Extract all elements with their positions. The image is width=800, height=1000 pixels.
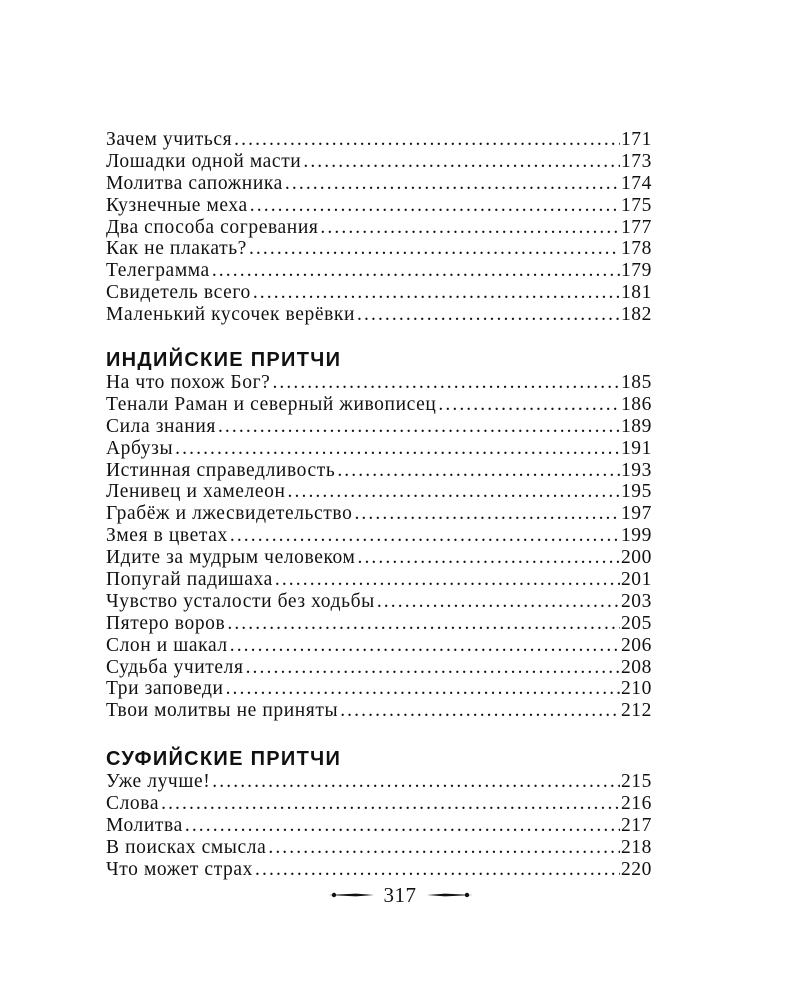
toc-entry[interactable] <box>106 837 652 859</box>
entry-page: 189 <box>620 415 652 437</box>
entry-title: Чувство усталости без ходьбы <box>106 590 375 612</box>
entry-page: 185 <box>620 372 652 394</box>
toc-entry[interactable] <box>106 678 652 700</box>
dot-leader <box>250 195 620 217</box>
dot-leader <box>320 217 620 239</box>
dot-leader <box>212 260 620 282</box>
entry-page: 173 <box>620 150 652 172</box>
entry-title: Свидетель всего <box>106 282 251 304</box>
entry-title: Молитва сапожника <box>106 172 283 194</box>
entry-page: 181 <box>620 282 652 304</box>
dot-leader <box>268 837 620 859</box>
entry-title: Слон и шакал <box>106 634 228 656</box>
entry-title: Телеграмма <box>106 260 210 282</box>
left-ornament-icon <box>326 888 378 902</box>
entry-page: 171 <box>620 129 652 150</box>
entry-title: Тенали Раман и северный живописец <box>106 393 437 415</box>
dot-leader <box>185 815 620 837</box>
dot-leader <box>234 129 620 151</box>
dot-leader <box>255 859 620 881</box>
entry-page: 217 <box>620 815 652 837</box>
dot-leader <box>253 282 620 304</box>
entry-page: 195 <box>620 481 652 503</box>
entry-title: Истинная справедливость <box>106 459 336 481</box>
entry-page: 206 <box>620 634 652 656</box>
entry-title: Арбузы <box>106 437 174 459</box>
toc-entry[interactable] <box>106 173 652 195</box>
entry-title: Ленивец и хамелеон <box>106 481 286 503</box>
section-heading-sufi: СУФИЙСКИЕ ПРИТЧИ <box>106 748 342 771</box>
entry-title: Зачем учиться <box>106 129 233 150</box>
dot-leader <box>357 547 619 569</box>
entry-title: Пятеро воров <box>106 612 226 634</box>
dot-leader <box>438 394 620 416</box>
entry-page: 212 <box>620 700 652 722</box>
entry-page: 210 <box>620 678 652 700</box>
entry-page: 215 <box>620 771 652 793</box>
entry-title: Три заповеди <box>106 678 224 700</box>
toc-entry[interactable] <box>106 503 652 525</box>
entry-title: Судьба учителя <box>106 656 244 678</box>
entry-title: Молитва <box>106 815 183 837</box>
dot-leader <box>227 613 620 635</box>
dot-leader <box>285 173 620 195</box>
dot-leader <box>226 678 620 700</box>
dot-leader <box>249 238 620 260</box>
dot-leader <box>212 771 620 793</box>
toc-entry[interactable] <box>106 394 652 416</box>
toc-entry[interactable] <box>106 591 652 613</box>
entry-page: 182 <box>620 304 652 326</box>
toc-entry[interactable] <box>106 635 652 657</box>
toc-entry[interactable] <box>106 815 652 837</box>
dot-leader <box>354 503 619 525</box>
entry-page: 200 <box>620 547 652 569</box>
toc-entry[interactable] <box>106 525 652 547</box>
toc-section-top <box>106 129 652 326</box>
table-of-contents <box>106 129 652 881</box>
entry-title: Что может страх <box>106 858 254 880</box>
entry-page: 174 <box>620 172 652 194</box>
entry-title: На что похож Бог? <box>106 372 271 394</box>
entry-page: 178 <box>620 238 652 260</box>
entry-page: 199 <box>620 525 652 547</box>
toc-entry[interactable] <box>106 195 652 217</box>
entry-page: 191 <box>620 437 652 459</box>
entry-page: 203 <box>620 590 652 612</box>
dot-leader <box>337 460 620 482</box>
dot-leader <box>230 525 620 547</box>
section-heading-indian: ИНДИЙСКИЕ ПРИТЧИ <box>106 349 342 372</box>
page-number: 317 <box>383 882 417 907</box>
toc-entry[interactable] <box>106 238 652 260</box>
dot-leader <box>218 416 620 438</box>
entry-page: 193 <box>620 459 652 481</box>
dot-leader <box>275 569 620 591</box>
entry-page: 177 <box>620 216 652 238</box>
entry-title: Кузнечные меха <box>106 194 248 216</box>
toc-entry[interactable] <box>106 657 652 679</box>
dot-leader <box>161 793 620 815</box>
entry-title: Как не плакать? <box>106 238 247 260</box>
entry-title: Змея в цветах <box>106 525 228 547</box>
entry-page: 208 <box>620 656 652 678</box>
toc-entry[interactable] <box>106 260 652 282</box>
dot-leader <box>272 372 620 394</box>
entry-page: 197 <box>620 503 652 525</box>
entry-title: Два способа согревания <box>106 216 319 238</box>
entry-page: 179 <box>620 260 652 282</box>
toc-entry[interactable] <box>106 282 652 304</box>
page-footer <box>300 880 500 910</box>
toc-entry[interactable] <box>106 438 652 460</box>
entry-title: Уже лучше! <box>106 771 211 793</box>
dot-leader <box>377 591 620 613</box>
dot-leader <box>230 635 620 657</box>
toc-section-sufi <box>106 771 652 880</box>
entry-page: 216 <box>620 793 652 815</box>
toc-entry[interactable] <box>106 217 652 239</box>
entry-page: 175 <box>620 194 652 216</box>
toc-entry[interactable] <box>106 859 652 881</box>
toc-entry[interactable] <box>106 151 652 173</box>
toc-entry[interactable] <box>106 547 652 569</box>
toc-section-indian <box>106 372 652 722</box>
toc-entry[interactable] <box>106 700 652 722</box>
toc-entry[interactable] <box>106 793 652 815</box>
entry-page: 220 <box>620 858 652 880</box>
toc-entry[interactable] <box>106 771 652 793</box>
dot-leader <box>340 700 620 722</box>
entry-page: 186 <box>620 393 652 415</box>
toc-entry[interactable] <box>106 304 652 326</box>
entry-page: 218 <box>620 836 652 858</box>
dot-leader <box>175 438 620 460</box>
dot-leader <box>246 657 620 679</box>
entry-title: Твои молитвы не приняты <box>106 700 339 722</box>
toc-entry[interactable] <box>106 613 652 635</box>
entry-title: Грабёж и лжесвидетельство <box>106 503 353 525</box>
toc-entry[interactable] <box>106 460 652 482</box>
dot-leader <box>303 151 620 173</box>
entry-page: 201 <box>620 569 652 591</box>
right-ornament-icon <box>423 888 475 902</box>
entry-title: Маленький кусочек верёвки <box>106 304 356 326</box>
toc-entry[interactable] <box>106 129 652 151</box>
entry-page: 205 <box>620 612 652 634</box>
entry-title: В поисках смысла <box>106 836 267 858</box>
entry-title: Сила знания <box>106 415 216 437</box>
toc-entry[interactable] <box>106 569 652 591</box>
toc-entry[interactable] <box>106 372 652 394</box>
dot-leader <box>357 304 620 326</box>
toc-entry[interactable] <box>106 416 652 438</box>
toc-entry[interactable] <box>106 481 652 503</box>
entry-title: Слова <box>106 793 160 815</box>
entry-title: Попугай падишаха <box>106 569 273 591</box>
entry-title: Лошадки одной масти <box>106 150 302 172</box>
entry-title: Идите за мудрым человеком <box>106 547 356 569</box>
dot-leader <box>288 481 620 503</box>
